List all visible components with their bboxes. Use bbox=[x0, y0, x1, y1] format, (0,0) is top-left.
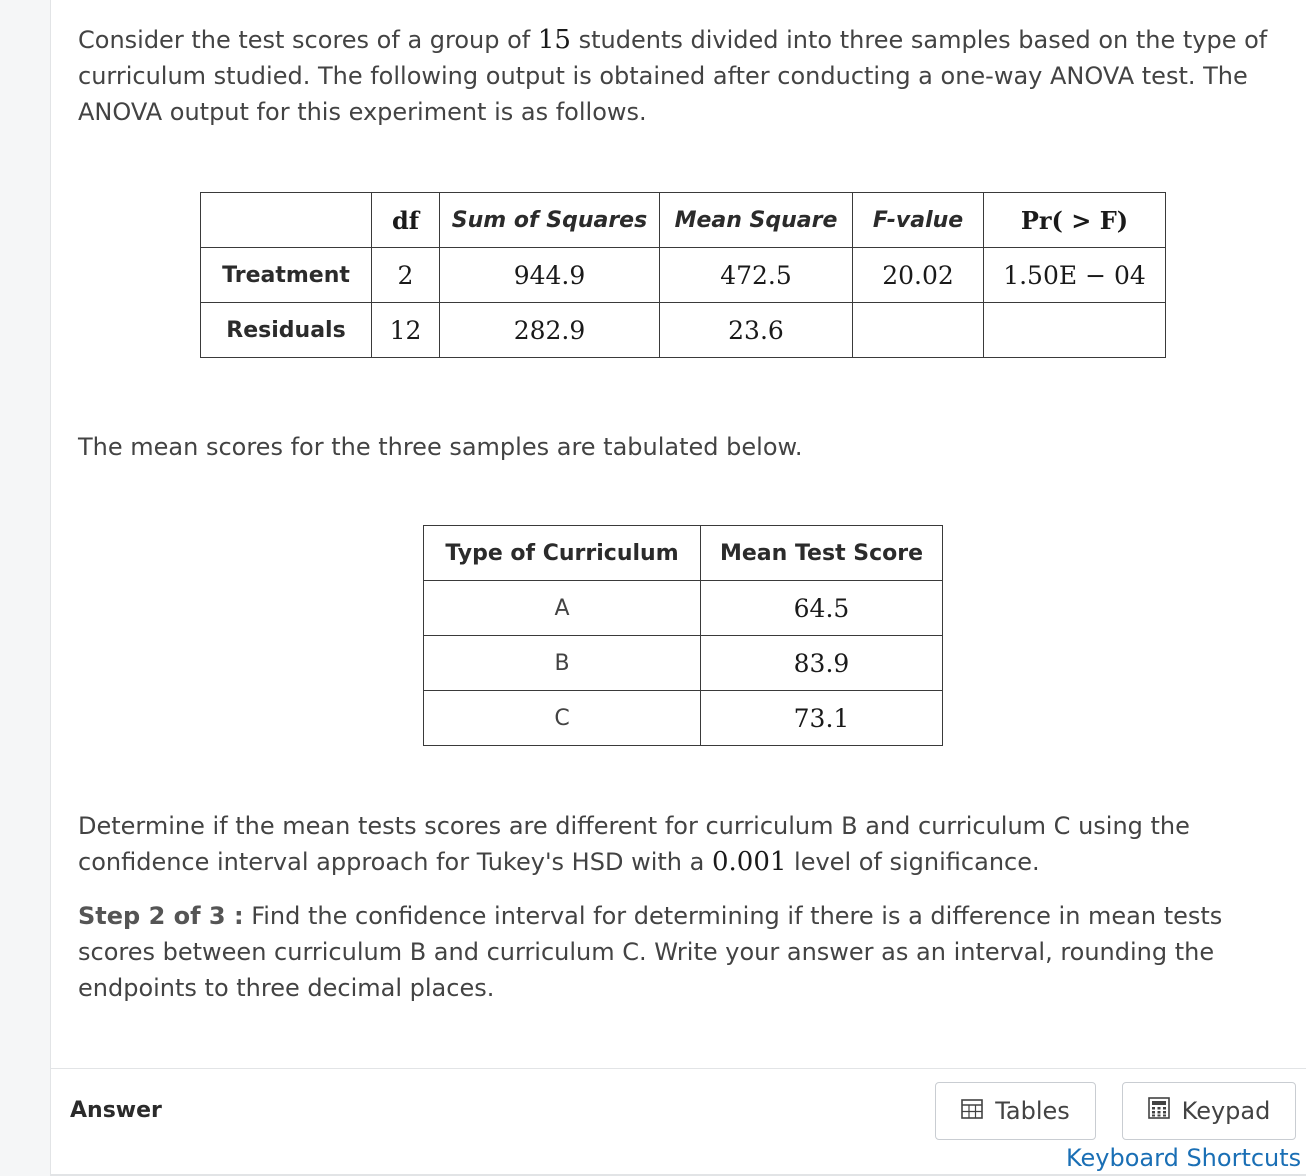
treatment-f: 20.02 bbox=[853, 248, 984, 303]
anova-table bbox=[200, 192, 1166, 358]
table-row bbox=[424, 581, 943, 636]
means-intro: The mean scores for the three samples are tabulated below. bbox=[78, 433, 803, 461]
treatment-ss: 944.9 bbox=[440, 248, 660, 303]
residuals-f bbox=[853, 303, 984, 358]
question-paragraph bbox=[78, 808, 1278, 880]
row-label-residuals: Residuals bbox=[201, 303, 372, 358]
question-text-2: level of significance. bbox=[794, 848, 1040, 876]
table-grid-icon bbox=[961, 1097, 983, 1125]
curriculum-b: B bbox=[424, 636, 701, 691]
mean-b: 83.9 bbox=[701, 636, 943, 691]
table-row bbox=[424, 691, 943, 746]
anova-header-ss: Sum of Squares bbox=[440, 193, 660, 248]
anova-header-ms: Mean Square bbox=[660, 193, 853, 248]
student-count: 15 bbox=[537, 25, 571, 55]
treatment-p: 1.50E − 04 bbox=[984, 248, 1166, 303]
means-header-type: Type of Curriculum bbox=[424, 526, 701, 581]
step-text: Find the confidence interval for determining if there is a difference in mean tests scores between curriculum B and curriculum C. Write your answer as an interval, rounding the endpoints to three decimal places. bbox=[78, 902, 1223, 1002]
step-label: Step 2 of 3 : bbox=[78, 902, 244, 930]
anova-header-row bbox=[201, 193, 1166, 248]
curriculum-a: A bbox=[424, 581, 701, 636]
row-label-treatment: Treatment bbox=[201, 248, 372, 303]
anova-header-df: df bbox=[372, 193, 440, 248]
mean-c: 73.1 bbox=[701, 691, 943, 746]
answer-label: Answer bbox=[70, 1098, 162, 1123]
significance-level: 0.001 bbox=[711, 847, 787, 877]
question-text-1: Determine if the mean tests scores are different for curriculum B and curriculum C using the confidence interval approach for Tukey's HSD with a bbox=[78, 812, 1190, 876]
residuals-ss: 282.9 bbox=[440, 303, 660, 358]
residuals-df: 12 bbox=[372, 303, 440, 358]
mean-a: 64.5 bbox=[701, 581, 943, 636]
curriculum-c: C bbox=[424, 691, 701, 746]
treatment-df: 2 bbox=[372, 248, 440, 303]
keypad-button-label: Keypad bbox=[1181, 1097, 1271, 1125]
table-row bbox=[424, 636, 943, 691]
means-header-row bbox=[424, 526, 943, 581]
tables-button[interactable] bbox=[935, 1082, 1096, 1140]
table-row bbox=[201, 248, 1166, 303]
treatment-ms: 472.5 bbox=[660, 248, 853, 303]
anova-header-p: Pr( > F) bbox=[984, 193, 1166, 248]
intro-text-2: students divided into three samples based on the type of curriculum studied. The following output is obtained after conducting a one-way ANOVA test. The ANOVA output for this experiment is as follows. bbox=[78, 26, 1268, 126]
question-content bbox=[78, 22, 1278, 130]
intro-paragraph bbox=[78, 22, 1278, 130]
keyboard-shortcuts-link[interactable]: Keyboard Shortcuts bbox=[1066, 1144, 1302, 1172]
table-row bbox=[201, 303, 1166, 358]
residuals-ms: 23.6 bbox=[660, 303, 853, 358]
keypad-button[interactable] bbox=[1122, 1082, 1296, 1140]
section-divider bbox=[51, 1068, 1306, 1069]
residuals-p bbox=[984, 303, 1166, 358]
means-header-score: Mean Test Score bbox=[701, 526, 943, 581]
anova-header-f: F-value bbox=[853, 193, 984, 248]
intro-text-1: Consider the test scores of a group of bbox=[78, 26, 531, 54]
left-gutter bbox=[0, 0, 51, 1176]
tables-button-label: Tables bbox=[995, 1097, 1070, 1125]
calculator-icon bbox=[1148, 1097, 1170, 1125]
means-table bbox=[423, 525, 943, 746]
step-paragraph bbox=[78, 898, 1278, 1006]
anova-header-blank bbox=[201, 193, 372, 248]
